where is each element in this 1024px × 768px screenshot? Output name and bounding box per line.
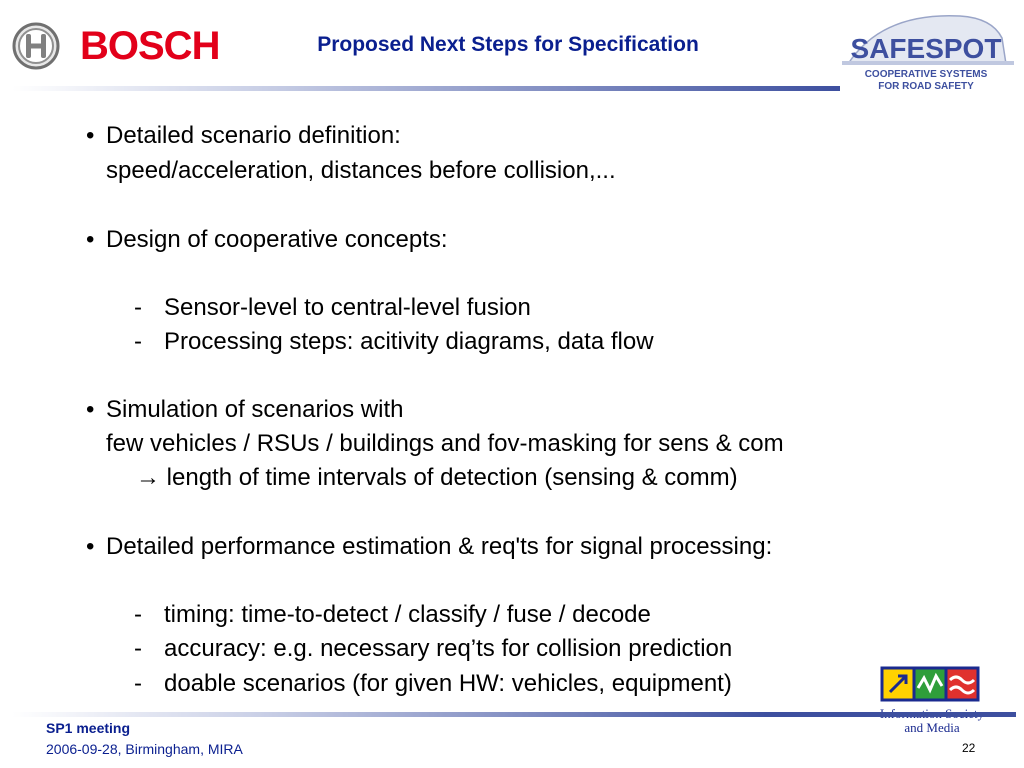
ism-logo-line-2: and Media xyxy=(904,720,960,735)
dash-marker: - xyxy=(134,635,142,662)
sub-item-text: accuracy: e.g. necessary req’ts for collision prediction xyxy=(164,635,733,662)
bosch-armature-icon xyxy=(12,22,60,70)
bullet-marker: • xyxy=(86,533,95,560)
arrow-text: → length of time intervals of detection (sensing & comm) xyxy=(136,464,738,491)
footer-divider xyxy=(12,712,1016,717)
bullet-text: Detailed performance estimation & req'ts for signal processing: xyxy=(106,533,773,560)
sub-item-text: doable scenarios (for given HW: vehicles, equipment) xyxy=(164,670,732,697)
continuation-text: speed/acceleration, distances before collision,... xyxy=(106,157,616,184)
dash-marker: - xyxy=(134,601,142,628)
footer-date-location: 2006-09-28, Birmingham, MIRA xyxy=(46,741,243,757)
bullet-marker: • xyxy=(86,396,95,423)
bullet-text: Design of cooperative concepts: xyxy=(106,226,448,253)
dash-marker: - xyxy=(134,670,142,697)
bullet-marker: • xyxy=(86,226,95,253)
safespot-wordmark: SAFESPOT xyxy=(850,33,1002,64)
sub-item-text: Sensor-level to central-level fusion xyxy=(164,294,531,321)
header-divider xyxy=(12,86,840,91)
bullet-text: Detailed scenario definition: xyxy=(106,122,401,149)
bullet-text: Simulation of scenarios with xyxy=(106,396,404,423)
information-society-logo xyxy=(862,660,1002,738)
dash-marker: - xyxy=(134,294,142,321)
continuation-text: few vehicles / RSUs / buildings and fov-masking for sens & com xyxy=(106,430,784,457)
bosch-wordmark: BOSCH xyxy=(80,24,220,68)
safespot-logo xyxy=(842,6,1014,94)
sub-item-text: timing: time-to-detect / classify / fuse / decode xyxy=(164,601,651,628)
footer-meeting: SP1 meeting xyxy=(46,720,131,736)
slide-title: Proposed Next Steps for Specification xyxy=(317,33,699,56)
safespot-tagline-2: FOR ROAD SAFETY xyxy=(878,81,974,92)
safespot-tagline-1: COOPERATIVE SYSTEMS xyxy=(864,69,988,80)
bullet-marker: • xyxy=(86,122,95,149)
sub-item-text: Processing steps: acitivity diagrams, data flow xyxy=(164,328,654,355)
dash-marker: - xyxy=(134,328,142,355)
page-number: 22 xyxy=(962,741,976,755)
